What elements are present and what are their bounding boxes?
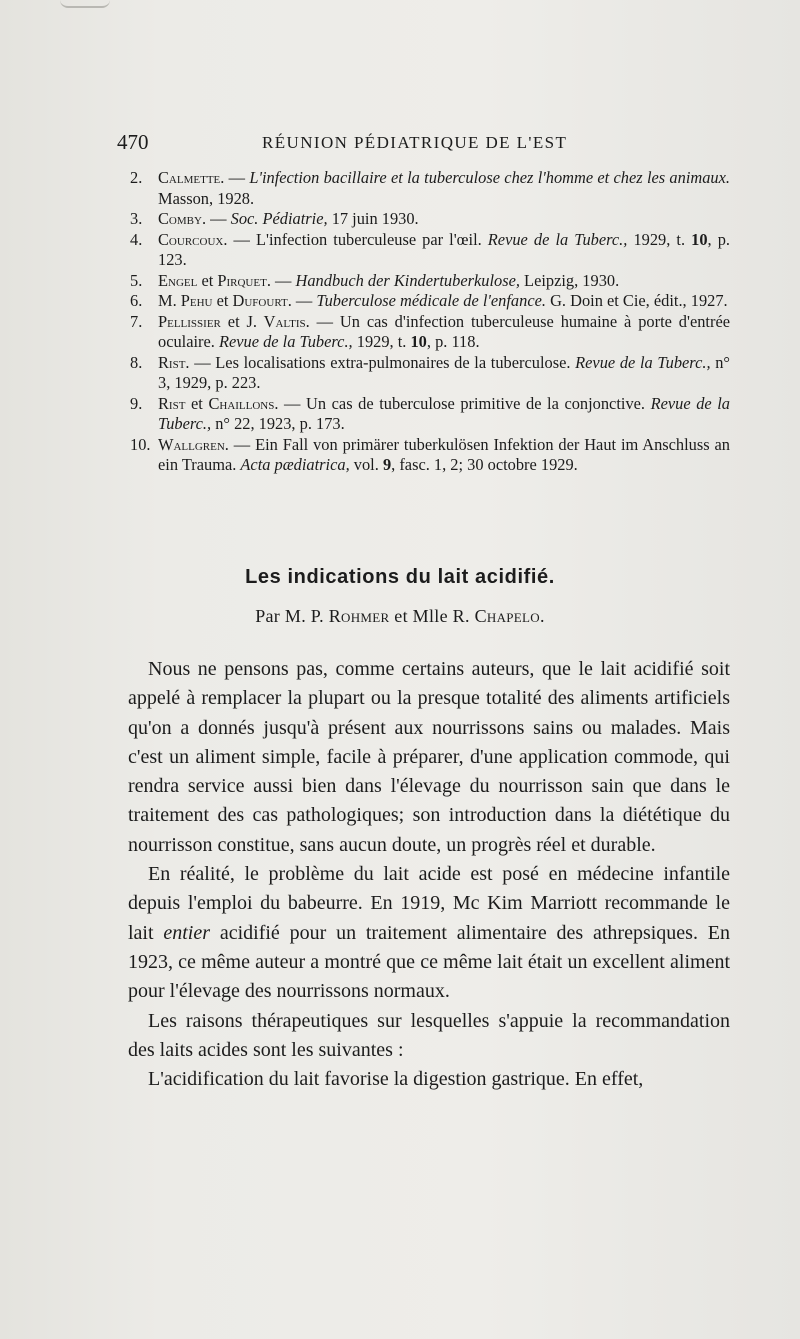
ref-author: Calmette.	[158, 168, 225, 187]
ref-author: Comby.	[158, 209, 207, 228]
body-paragraph: Nous ne pensons pas, comme certains auteurs, que le lait acidifié soit appelé à remplacer la plupart ou la presque totalité des aliments artificiels qu'on a donnés jusqu'à présent aux nourrissons sains ou malades. Mais c'est un aliment simple, facile à préparer, d'une application commode, qui rendra service aussi bien dans l'élevage du nourrisson sain que dans le traitement des cas pathologiques; son introduction dans la diététique du nourrisson constitue, sans aucun doute, un progrès réel et durable.	[128, 658, 730, 856]
ref-title: L'infection bacillaire et la tuberculose chez l'homme et chez les animaux.	[249, 168, 730, 187]
reference-item: 2. Calmette. — L'infection bacillaire et la tuberculose chez l'homme et chez les animaux. Masson, 1928.	[130, 168, 730, 208]
reference-item: 6. M. Pehu et Dufourt. — Tuberculose médicale de l'enfance. G. Doin et Cie, édit., 1927.	[130, 291, 728, 310]
ref-author: Dufourt.	[232, 291, 292, 310]
ref-author: Courcoux.	[158, 229, 228, 249]
ref-volume: 9	[382, 455, 392, 474]
article-byline: Par M. P. Rohmer et Mlle R. Chapelo.	[255, 606, 545, 626]
ref-author: J. Valtis.	[246, 311, 310, 331]
ref-title: Tuberculose médicale de l'enfance.	[316, 291, 546, 310]
ref-title: Acta pædiatrica,	[240, 455, 350, 474]
ref-volume: 10	[410, 332, 427, 351]
ref-volume: 10	[691, 229, 708, 249]
page-edge-mark	[60, 0, 110, 8]
ref-author: Chaillons.	[208, 393, 279, 413]
byline-author: Chapelo	[474, 606, 540, 626]
reference-item: 8. Rist. — Les localisations extra-pulmonaires de la tuberculose. Revue de la Tuberc., n° 3, 1929, p. 223.	[130, 352, 730, 392]
reference-item: 5. Engel et Pirquet. — Handbuch der Kindertuberkulose, Leipzig, 1930.	[130, 270, 620, 290]
ref-title: Handbuch der Kindertuberkulose,	[295, 270, 520, 290]
ref-author: Rist.	[158, 352, 190, 372]
reference-item: 7. Pellissier et J. Valtis. — Un cas d'infection tuberculeuse humaine à porte d'entrée oculaire. Revue de la Tuberc., 1929, t. 10, p. 118.	[130, 311, 730, 351]
body-paragraph: L'acidification du lait favorise la digestion gastrique. En effet,	[148, 1068, 644, 1091]
header-title: RÉUNION PÉDIATRIQUE DE L'EST	[262, 133, 568, 152]
reference-item: 4. Courcoux. — L'infection tuberculeuse par l'œil. Revue de la Tuberc., 1929, t. 10, p. 123.	[130, 229, 730, 269]
emphasis: entier	[163, 921, 211, 944]
body-paragraph: Les raisons thérapeutiques sur lesquelles s'appuie la recommandation des laits acides sont les suivantes :	[128, 1009, 730, 1061]
reference-list	[130, 168, 730, 476]
ref-author: Rist	[158, 393, 186, 413]
reference-item: 10. Wallgren. — Ein Fall von primärer tuberkulösen Infektion der Haut im Anschluss an ein Trauma. Acta pædiatrica, vol. 9, fasc. 1, 2; 30 octobre 1929.	[130, 434, 730, 474]
running-header	[117, 130, 737, 160]
article-body	[128, 655, 730, 1094]
reference-item: 9. Rist et Chaillons. — Un cas de tuberculose primitive de la conjonctive. Revue de la Tuberc., n° 22, 1923, p. 173.	[130, 393, 731, 433]
ref-author: Pellissier	[158, 311, 221, 331]
body-paragraph: En réalité, le problème du lait acide est posé en médecine infantile depuis l'emploi du babeurre. En 1919, Mc Kim Marriott recommande le lait entier acidifié pour un traitement alimentaire des athrepsiques. En 1923, ce même auteur a montré que ce même lait était un excellent aliment pour l'élevage des nourrissons normaux.	[128, 863, 730, 1003]
ref-author: M. Pehu	[158, 291, 213, 310]
ref-author: Pirquet.	[217, 270, 271, 290]
ref-author: Wallgren.	[158, 434, 229, 454]
reference-item: 3. Comby. — Soc. Pédiatrie, 17 juin 1930.	[130, 209, 419, 228]
ref-title: Revue de la Tuberc.,	[487, 229, 628, 249]
article-title: Les indications du lait acidifié.	[245, 566, 555, 588]
ref-title: Revue de la Tuberc.,	[575, 352, 711, 372]
ref-title: Revue de la Tuberc.,	[218, 332, 353, 351]
ref-title: Soc. Pédiatrie,	[230, 209, 328, 228]
byline-author: Rohmer	[328, 606, 390, 626]
ref-title: Revue de la Tuberc.,	[158, 393, 731, 433]
page-number: 470	[117, 130, 149, 154]
ref-author: Engel	[158, 270, 198, 290]
